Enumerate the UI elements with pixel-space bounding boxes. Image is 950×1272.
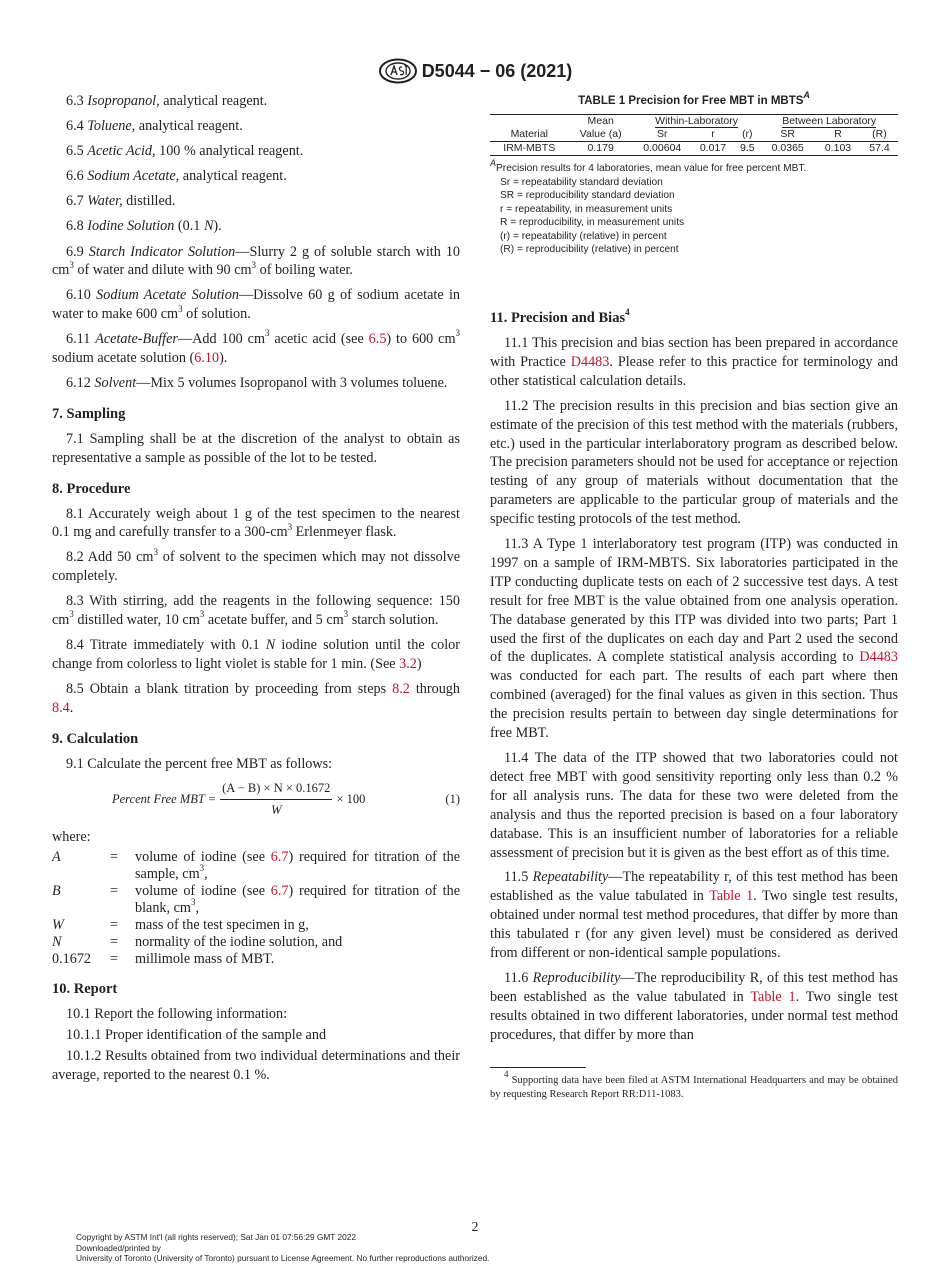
header-SR: SR [760,128,815,142]
definition-row: B = volume of iodine (see 6.7) required for titration of the blank, $cm^3$, [52,883,460,917]
reagent-6-4: 6.4 Toluene, analytical reagent. [66,118,243,135]
paragraph-8-3: 8.3 With stirring, add the reagents in the following sequence: 150 $cm^3$ distilled water, 10 $cm^3$ acetate buffer, and 5 $cm^3$ starch solution. [52,593,460,629]
link-6-10[interactable]: 6.10 [194,350,220,367]
header-within-laboratory: Within-Laboratory [633,114,761,128]
paragraph-8-1: 8.1 Accurately weigh about 1 g of the test specimen to the nearest 0.1 mg and carefully transfer to a $300-cm^3$ Erlenmeyer flask. [52,505,460,541]
reagent-6-9: 6.9 Starch Indicator Solution—Slurry 2 g of soluble starch with 10 $cm^3$ of water and dilute with 90 $cm^3$ of boiling water. [52,243,461,279]
table-note: SR = reproducibility standard deviation [500,190,675,202]
section-11-heading: 11. Precision and Bias$^4$ [490,307,630,327]
document-designation: D5044 − 06 (2021) [421,60,573,81]
reagent-6-6: 6.6 Sodium Acetate, analytical reagent. [66,168,287,185]
link-d4483[interactable]: D4483 [859,649,898,666]
table-note: r = repeatability, in measurement units [500,203,673,215]
right-column [490,92,898,1102]
paragraph-11-5: 11.5 Repeatability—The repeatability r, of this test method has been established as the value tabulated in Table 1. Two single test results, obtained under normal test method procedures, that differ by more than this tabulated r (for any given level) must be considered as derived from different or non-identical sample populations. [490,869,898,962]
license-line: University of Toronto (University of Toronto) pursuant to License Agreement. No further reproductions authorized. [76,1253,490,1263]
reagent-6-3: 6.3 Isopropanol, analytical reagent. [66,93,268,109]
paragraph-9-1: 9.1 Calculate the percent free MBT as follows: [66,755,333,772]
table-row: IRM-MBTS 0.179 0.00604 0.017 9.5 0.0365 0.103 57.4 [490,141,898,155]
reagent-6-10: 6.10 Sodium Acetate Solution—Dissolve 60 g of sodium acetate in water to make 600 $cm^3$ of solution. [52,287,460,323]
link-d4483[interactable]: D4483 [570,353,610,370]
paragraph-10-1: 10.1 Report the following information: [66,1006,288,1023]
astm-logo-icon [378,58,418,84]
equation-1 [52,779,460,820]
footnote-divider [490,1067,586,1068]
page-header [0,56,950,86]
paragraph-7-1: 7.1 Sampling shall be at the discretion of the analyst to obtain as representative a sample as possible of the lot to be tested. [52,430,460,466]
table-header-row-2 [490,128,898,142]
section-9-heading: 9. Calculation [52,730,139,747]
definition-row: 0.1672 = millimole mass of MBT. [52,951,275,968]
equation-number: (1) [445,792,460,807]
left-column [52,92,460,1091]
footnote-4: $^4$ Supporting data have been filed at ASTM International Headquarters and may be obtained by requesting Research Report RR:D11-1083. [490,1069,898,1100]
paragraph-11-3: 11.3 A Type 1 interlaboratory test program (ITP) was conducted in 1997 on a sample of IRM-MBTS. Six laboratories participated in the ITP conducting duplicate tests on each of 2 successive test days. A test result for free MBT is the value obtained from one analysis operation. The database generated by this ITP was divided into two parts; Part 1 used the first of the duplicates on each day and Part 2 used the second of the duplicates. A complete statistical analysis according to D4483 was conducted for each part. The results of each part where then combined (averaged) for the final values as given in this section. Thus the precision results pertain to between day single determinations for free MBT. [490,536,898,742]
reagent-6-8: 6.8 Iodine Solution (0.1 N). [66,218,222,235]
copyright-notice [76,1232,489,1264]
paragraph-8-2: 8.2 Add 50 $cm^3$ of solvent to the specimen which may not dissolve completely. [52,546,460,585]
paragraph-11-6: 11.6 Reproducibility—The reproducibility R, of this test method has been established as the value tabulated in Table 1. Two single test results obtained in two different laboratories, under normal test method procedures, that differ by more than [490,969,898,1043]
equation-numerator: (A − B) × N × 0.1672 [220,779,332,800]
variable-definitions [52,849,460,968]
reagent-6-12: 6.12 Solvent—Mix 5 volumes Isopropanol with 3 volumes toluene. [66,375,448,391]
header-material: Material [490,128,569,142]
table-note: (r) = repeatability (relative) in percent [500,230,667,242]
paragraph-10-1-2: 10.1.2 Results obtained from two individual determinations and their average, reported to the nearest 0.1 %. [52,1047,460,1083]
paragraph-11-4: 11.4 The data of the ITP showed that two laboratories could not detect free MBT with good sensitivity reporting only less than 0.2 % for all analysis runs. The data for these two were deleted from the analysis and thus the reported precision is based on a four laboratory database. This is an insufficient number of laboratories for a reliable assessment of precision but it is given as the best effort as of this time. [490,750,898,861]
header-mean: Mean [569,114,633,128]
link-8-2[interactable]: 8.2 [392,680,410,697]
table-note: Sr = repeatability standard deviation [500,176,663,188]
table-note-a: $^A$Precision results for 4 laboratories, mean value for free percent MBT. [490,157,807,174]
header-r: r [692,128,735,142]
equation-denominator: W [271,803,282,818]
link-3-2[interactable]: 3.2 [399,655,417,672]
download-line: Downloaded/printed by [76,1242,161,1253]
table-1-title: TABLE 1 Precision for Free MBT in $MBTS^A$ [578,90,810,107]
section-7-heading: 7. Sampling [52,405,126,422]
link-6-5[interactable]: 6.5 [368,331,387,348]
page-number: 2 [471,1220,479,1235]
table-1-notes [490,157,898,257]
equation-lhs: Percent Free MBT = [112,792,217,807]
header-value-a: Value (a) [569,128,633,142]
paragraph-11-1: 11.1 This precision and bias section has been prepared in accordance with Practice D4483. Please refer to this practice for terminology and other statistical calculation details. [490,334,898,389]
table-1-precision [490,114,898,156]
link-table-1[interactable]: Table 1 [709,888,754,905]
table-note: R = reproducibility, in measurement units [500,217,685,229]
copyright-line: Copyright by ASTM Int'l (all rights reserved); Sat Jan 01 07:56:29 GMT 2022 [76,1232,356,1242]
table-header-row-1 [490,114,898,128]
equation-fraction [220,779,332,820]
header-R: R [815,128,861,142]
header-r-relative: (r) [734,128,760,142]
table-note: (R) = reproducibility (relative) in percent [500,244,679,256]
section-10-heading: 10. Report [52,981,118,998]
section-8-heading: 8. Procedure [52,480,131,497]
reagent-6-7: 6.7 Water, distilled. [66,193,176,210]
header-between-laboratory: Between Laboratory [760,114,898,128]
reagent-6-5: 6.5 Acetic Acid, 100 % analytical reagent. [66,143,304,160]
link-table-1[interactable]: Table 1 [750,988,796,1005]
paragraph-11-2: 11.2 The precision results in this precision and bias section give an estimate of the precision of this test method with the materials (rubbers, etc.) used in the particular interlaboratory program as described below. The precision parameters should not be used for acceptance or rejection testing of any group of materials without documentation that the parameters are applicable to the particular group of materials and the specific testing protocols of the test method. [490,397,898,528]
definition-row: N = normality of the iodine solution, and [52,934,343,951]
where-label: where: [52,829,91,846]
link-6-7[interactable]: 6.7 [270,883,289,900]
definition-row: A = volume of iodine (see 6.7) required for titration of the sample, $cm^3$, [52,849,460,883]
equation-rhs: × 100 [336,792,366,807]
header-sr: Sr [633,128,692,142]
header-R-relative: (R) [861,128,898,142]
paragraph-8-4: 8.4 Titrate immediately with 0.1 N iodine solution until the color change from colorless to light violet is stable for 1 min. (See 3.2) [52,636,460,672]
link-8-4[interactable]: 8.4 [52,699,70,716]
link-6-7[interactable]: 6.7 [270,849,289,866]
reagent-6-11: 6.11 Acetate-Buffer—Add 100 $cm^3$ acetic acid (see 6.5) to 600 $cm^3$ sodium acetate solution (6.10). [52,328,460,367]
paragraph-8-5: 8.5 Obtain a blank titration by proceeding from steps 8.2 through 8.4. [52,680,460,716]
definition-row: W = mass of the test specimen in g, [52,917,309,934]
paragraph-10-1-1: 10.1.1 Proper identification of the sample and [66,1026,327,1043]
